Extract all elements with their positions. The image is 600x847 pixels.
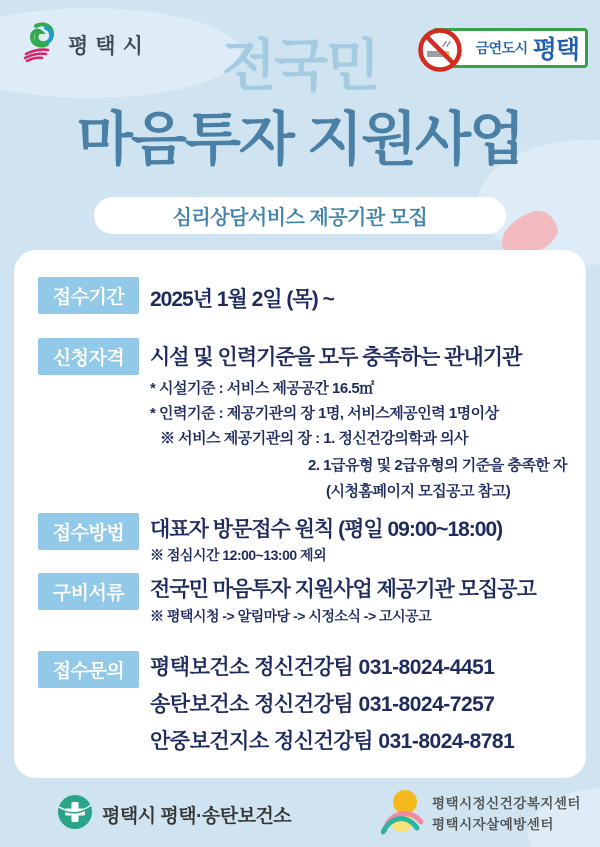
center-names [432, 793, 581, 835]
section-label-documents: 구비서류 [38, 573, 139, 610]
health-center-name: 평택시 평택·송탄보건소 [102, 806, 292, 827]
eligibility-heading: 시설 및 인력기준을 모두 충족하는 관내기관 [150, 346, 522, 369]
poster-title-line1: 전국민 [221, 34, 379, 97]
poster-title-line2: 마음투자 지원사업 [76, 107, 524, 172]
method-heading: 대표자 방문접수 원칙 (평일 09:00~18:00) [150, 518, 503, 541]
city-logo-label: 평택시 [68, 34, 150, 58]
contact-pyeongtaek: 평택보건소 정신건강팀 031-8024-4451 [150, 656, 495, 679]
eligibility-note-staff: * 인력기준 : 제공기관의 장 1명, 서비스제공인력 1명이상 [150, 405, 499, 422]
section-label-method: 접수방법 [38, 513, 139, 550]
eligibility-note-director: ※ 서비스 제공기관의 장 : 1. 정신건강의학과 의사 [160, 430, 468, 447]
eligibility-note-grade: 2. 1급유형 및 2급유형의 기준을 충족한 자 [308, 457, 568, 474]
section-label-contact: 접수문의 [38, 651, 139, 688]
health-center-logo [57, 794, 291, 835]
section-label-period: 접수기간 [38, 277, 139, 314]
subtitle-pill [94, 197, 506, 234]
mental-health-center-name: 평택시정신건강복지센터 [432, 795, 581, 811]
documents-heading: 전국민 마음투자 지원사업 제공기관 모집공고 [150, 578, 536, 601]
section-label-eligibility: 신청자격 [38, 338, 139, 375]
mental-health-center-logo [381, 786, 581, 841]
contact-songtan: 송탄보건소 정신건강팀 031-8024-7257 [150, 693, 495, 716]
eligibility-note-homepage: (시청홈페이지 모집공고 참고) [326, 483, 511, 500]
subtitle-text: 심리상담서비스 제공기관 모집 [172, 207, 428, 229]
period-value: 2025년 1월 2일 (목) ~ [150, 288, 334, 311]
contact-anjung: 안중보건지소 정신건강팀 031-8024-8781 [150, 730, 515, 753]
health-center-cross-icon [57, 794, 93, 835]
sun-rainbow-icon [381, 786, 425, 841]
no-smoking-badge-city: 평택 [532, 36, 579, 64]
method-note-lunch: ※ 점심시간 12:00~13:00 제외 [150, 547, 327, 563]
no-smoking-badge-label: 금연도시 [475, 40, 528, 56]
suicide-prevention-center-name: 평택시자살예방센터 [432, 816, 554, 832]
documents-note-path: ※ 평택시청 -> 알림마당 -> 시정소식 -> 고시공고 [150, 608, 432, 624]
eligibility-note-facility: * 시설기준 : 서비스 제공공간 16.5㎡ [150, 380, 374, 397]
